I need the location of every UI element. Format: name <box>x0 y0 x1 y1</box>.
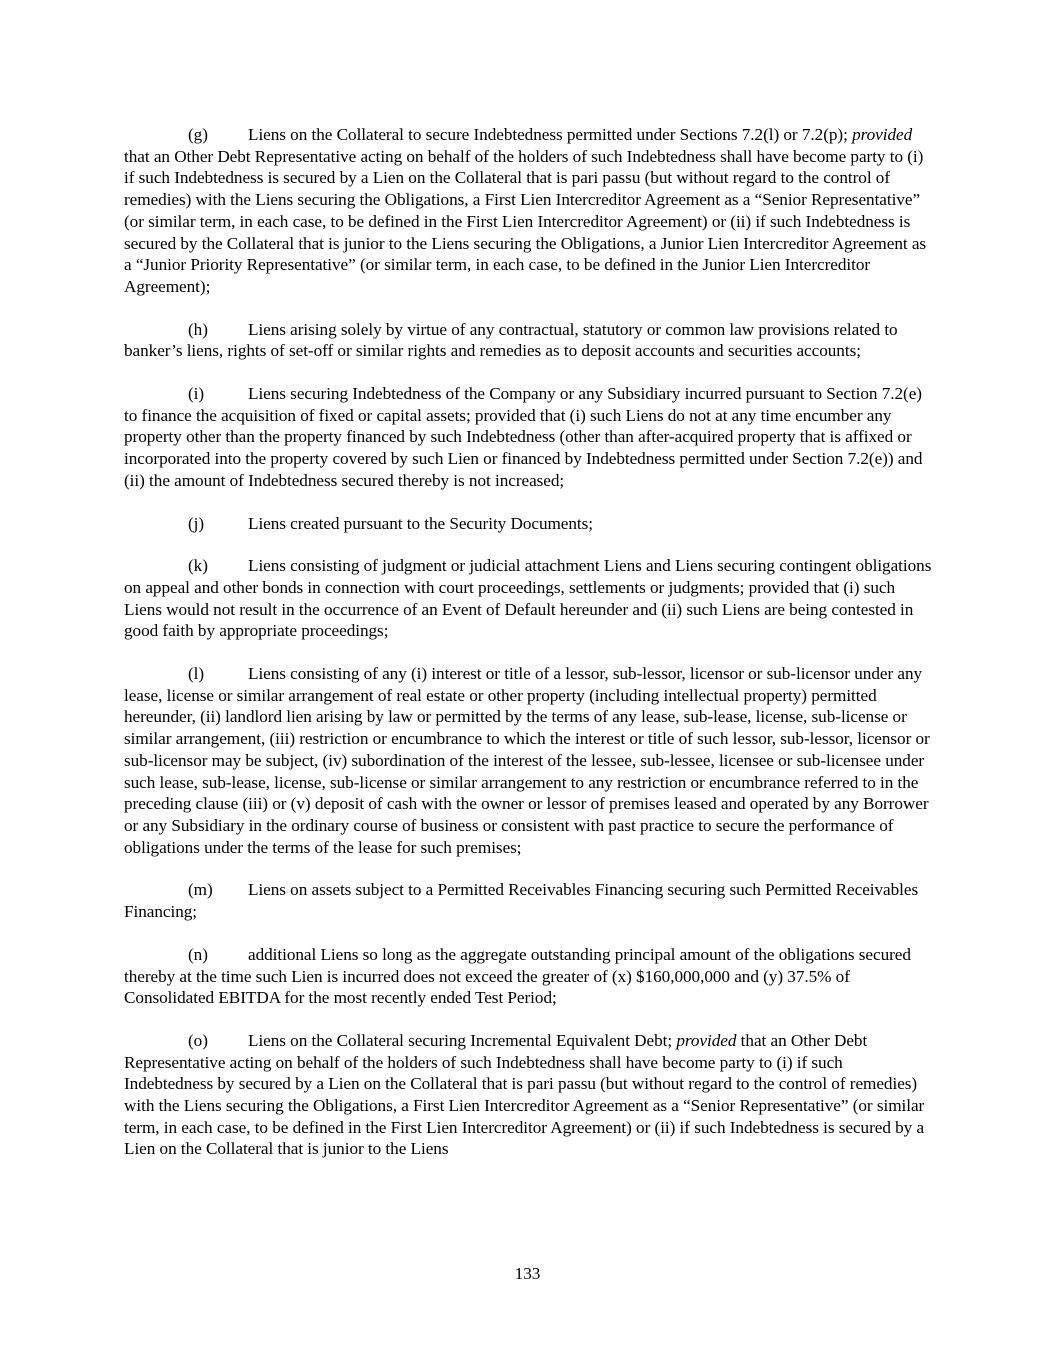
clause-italic-text: provided <box>852 125 913 144</box>
clause-n <box>124 944 932 1009</box>
clause-k <box>124 555 932 642</box>
clause-text: Liens created pursuant to the Security Documents; <box>248 513 594 533</box>
clause-h <box>124 319 932 362</box>
clause-text: additional Liens so long as the aggregate outstanding principal amount of the obligations secured thereby at the time such Lien is incurred does not exceed the greater of (x) $160,000,000 and (y) 37.5% of Consolidated EBITDA for the most recently ended Test Period; <box>124 944 911 1008</box>
clause-text-continued: that an Other Debt Representative acting on behalf of the holders of such Indebtedness shall have become party to (i) if such Indebtedness is secured by a Lien on the Collateral that is pari passu (but without regard to the control of remedies) with the Liens securing the Obligations, a First Lien Intercreditor Agreement as a “Senior Representative” (or similar term, in each case, to be defined in the First Lien Intercreditor Agreement) or (ii) if such Indebtedness is secured by the Collateral that is junior to the Liens securing the Obligations, a Junior Lien Intercreditor Agreement as a “Junior Priority Representative” (or similar term, in each case, to be defined in the Junior Lien Intercreditor Agreement); <box>124 146 927 296</box>
clause-italic-text: provided <box>676 1030 737 1050</box>
clause-i <box>124 383 932 492</box>
clause-label: (g) <box>188 125 208 144</box>
clause-label: (j) <box>188 513 205 533</box>
clause-label: (k) <box>188 556 208 576</box>
clause-label: (n) <box>188 944 208 964</box>
clause-text: Liens consisting of any (i) interest or title of a lessor, sub-lessor, licensor or sub-licensor under any lease, license or similar arrangement of real estate or other property (including intellectual property) permitted hereunder, (ii) landlord lien arising by law or permitted by the terms of any lease, sub-lease, license, sub-license or similar arrangement, (iii) restriction or encumbrance to which the interest or title of such lessor, sub-lessor, licensor or sub-licensor may be subject, (iv) subordination of the interest of the lessee, sub-lessee, licensee or sub-licensee under such lease, sub-lease, license, sub-license or similar arrangement to any restriction or encumbrance referred to in the preceding clause (iii) or (v) deposit of cash with the owner or lessor of premises leased and operated by any Borrower or any Subsidiary in the ordinary course of business or consistent with past practice to secure the performance of obligations under the terms of the lease for such premises; <box>124 664 930 857</box>
clause-text-continued: that an Other Debt Representative acting on behalf of the holders of such Indebtedness shall have become party to (i) if such Indebtedness by secured by a Lien on the Collateral that is pari passu (but without regard to the control of remedies) with the Liens securing the Obligations, a First Lien Intercreditor Agreement as a “Senior Representative” (or similar term, in each case, to be defined in the First Lien Intercreditor Agreement) or (ii) if such Indebtedness is secured by a Lien on the Collateral that is junior to the Liens <box>124 1030 925 1159</box>
clause-m <box>124 879 932 922</box>
clause-l <box>124 663 932 858</box>
document-page <box>124 124 932 1181</box>
clause-o <box>124 1030 932 1160</box>
clause-label: (l) <box>188 664 205 684</box>
clause-g <box>124 124 932 298</box>
clause-label: (i) <box>188 384 205 404</box>
clause-text: Liens arising solely by virtue of any contractual, statutory or common law provisions related to banker’s liens, rights of set-off or similar rights and remedies as to deposit accounts and securities accounts; <box>124 319 898 361</box>
clause-text: Liens on the Collateral securing Incremental Equivalent Debt; <box>248 1030 677 1050</box>
clause-text: Liens securing Indebtedness of the Company or any Subsidiary incurred pursuant to Section 7.2(e) to finance the acquisition of fixed or capital assets; provided that (i) such Liens do not at any time encumber any property other than the property financed by such Indebtedness (other than after-acquired property that is affixed or incorporated into the property covered by such Lien or financed by Indebtedness permitted under Section 7.2(e)) and (ii) the amount of Indebtedness secured thereby is not increased; <box>124 384 923 490</box>
clause-label: (m) <box>188 880 213 900</box>
page-number: 133 <box>514 1264 541 1283</box>
clause-label: (h) <box>188 319 208 339</box>
clause-j <box>124 513 932 535</box>
clause-text: Liens on assets subject to a Permitted Receivables Financing securing such Permitted Receivables Financing; <box>124 880 919 922</box>
clause-label: (o) <box>188 1030 208 1050</box>
clause-text: Liens on the Collateral to secure Indebtedness permitted under Sections 7.2(l) or 7.2(p); <box>248 125 853 144</box>
clause-text: Liens consisting of judgment or judicial attachment Liens and Liens securing contingent obligations on appeal and other bonds in connection with court proceedings, settlements or judgments; provided that (i) such Liens would not result in the occurrence of an Event of Default hereunder and (ii) such Liens are being contested in good faith by appropriate proceedings; <box>124 556 932 641</box>
